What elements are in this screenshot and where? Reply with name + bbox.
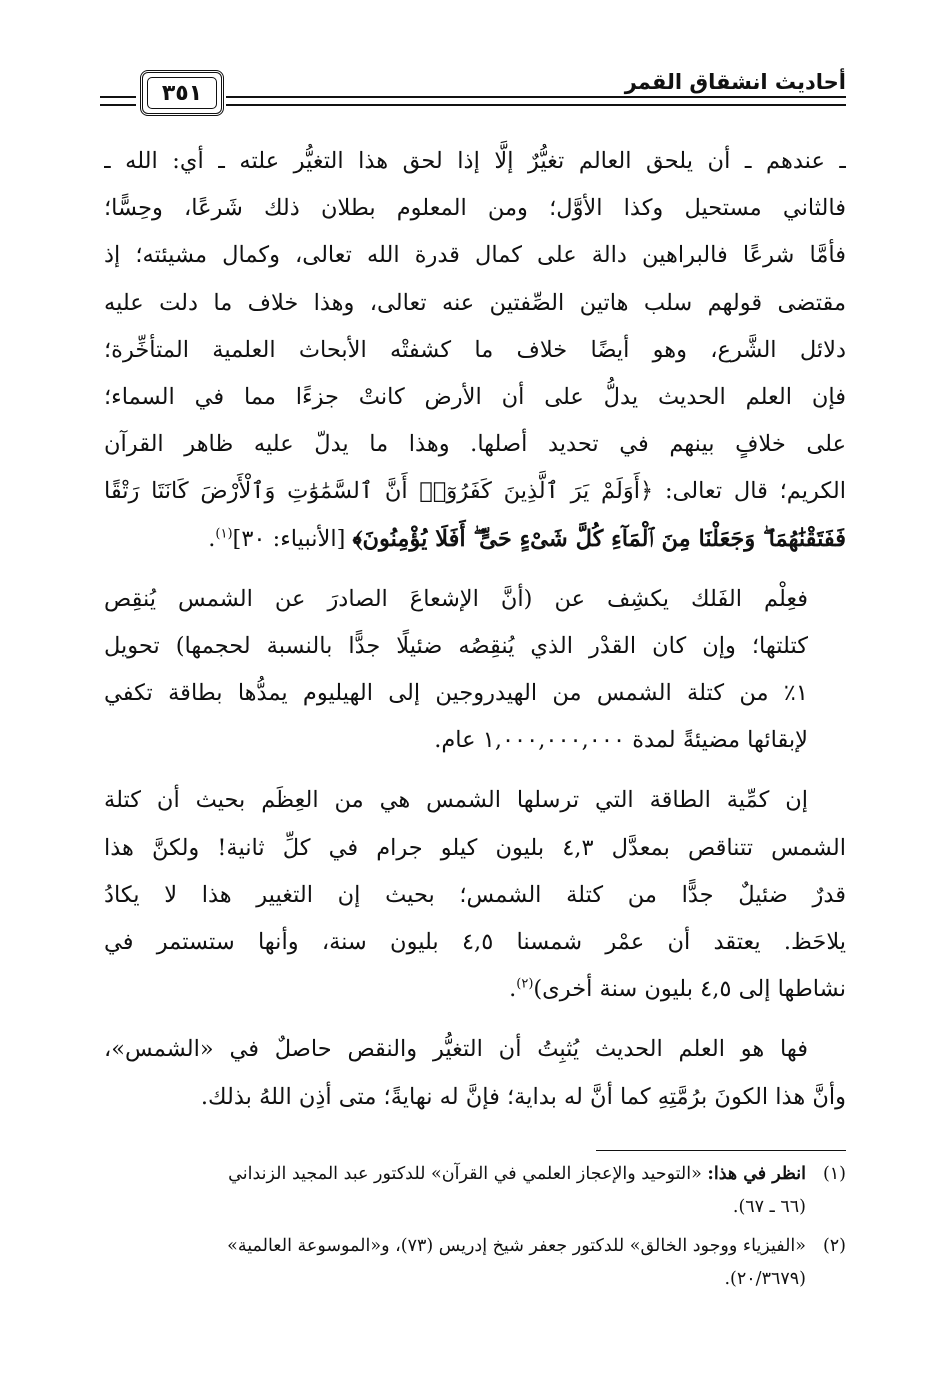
text-line: وأنَّ هذا الكونَ برُمَّتِهِ كما أنَّ له بداية؛ فإنَّ له نهايةً؛ متى أذِن اللهُ بذلك. [200, 1083, 846, 1110]
sentence-end: . [208, 525, 216, 552]
text-line: لإبقائها مضيئةً لمدة ١,٠٠٠,٠٠٠,٠٠٠ عام. [434, 727, 808, 754]
text-line: الشمس تتناقص بمعدَّل ٤,٣ بليون كيلو جرام في كلِّ ثانية! ولكنَّ هذا [104, 834, 846, 861]
paragraph-2 [104, 576, 846, 765]
header-title: أحاديث انشقاق القمر [624, 70, 846, 94]
footnote-number: (٢) [822, 1236, 846, 1256]
page-number: ٣٥١ [147, 77, 217, 109]
running-header [100, 62, 846, 122]
paragraph-4 [104, 1026, 846, 1120]
sentence-end: . [509, 976, 517, 1003]
page-number-frame [140, 70, 224, 116]
text-line: كتلتها؛ وإن كان القدْر الذي يُنقِصُه ضئيلًا جدًّا بالنسبة لحجمها) تحويل [104, 632, 808, 659]
text-line: دلائل الشَّرع، وهو أيضًا خلاف ما كشفتْه الأبحاث العلمية المتأخِّرة؛ [104, 336, 846, 363]
text-line: فإن العلم الحديث يدلُّ على أن الأرض كانتْ جزءًا مما في السماء؛ [104, 383, 846, 410]
footnote-line [104, 1158, 806, 1191]
quran-verse: فَفَتَقْنَٰهُمَا ۖ وَجَعَلْنَا مِنَ ٱلْمَآءِ كُلَّ شَىْءٍ حَىٍّ ۖ أَفَلَا يُؤْمِنُونَ﴾ [352, 525, 846, 552]
text-line: قدرٌ ضئيلٌ جدًّا من كتلة الشمس؛ بحيث إن التغيير هذا لا يكادُ [104, 881, 846, 908]
footnote-marker-1[interactable]: (١) [215, 526, 233, 541]
footnote-2 [104, 1230, 846, 1296]
text-line [104, 966, 846, 1013]
text-line: فها هو العلم الحديث يُثبِتُ أن التغيُّر والنقص حاصلٌ في «الشمس»، [104, 1036, 808, 1063]
verse-reference: [الأنبياء: ٣٠] [232, 525, 353, 552]
text-line: يلاحَظ. يعتقد أن عمْر شمسنا ٤,٥ بليون سنة، وأنها ستستمر في [104, 929, 846, 955]
footnote-marker-2[interactable]: (٢) [516, 976, 534, 992]
text-line: فعِلْم الفَلك يكشِف عن (أنَّ الإشعاعَ الصادرَ عن الشمس يُنقِص [104, 585, 808, 612]
text-line: مقتضى قولهم سلب هاتين الصِّفتين عنه تعالى، وهذا خلاف ما دلت عليه [104, 289, 846, 316]
footnote-line: (٦٦ ـ ٦٧). [732, 1197, 806, 1217]
footnotes [104, 1158, 846, 1302]
footnote-line: (٢٠/٣٦٧٩). [724, 1269, 806, 1289]
text-line: على خلافٍ بينهم في تحديد أصلها. وهذا ما يدلّ عليه ظاهر القرآن [104, 431, 846, 458]
footnote-line: «الفيزياء ووجود الخالق» للدكتور جعفر شيخ إدريس (٧٣)، و«الموسوعة العالمية» [227, 1236, 806, 1256]
text-line: فالثاني مستحيل وكذا الأوَّل؛ ومن المعلوم بطلان ذلك شَرعًا، وحِسًّا؛ [104, 195, 846, 222]
body-text [104, 138, 846, 1134]
footnote-1 [104, 1158, 846, 1224]
text-line-quran-end [104, 516, 846, 563]
paragraph-3 [104, 777, 846, 1013]
text-line: فأمَّا شرعًا فالبراهين دالة على كمال قدرة الله تعالى، وكمال مشيئته؛ إذ [104, 242, 846, 269]
footnote-text: «التوحيد والإعجاز العلمي في القرآن» للدكتور عبد المجيد الزنداني [228, 1164, 708, 1184]
footnote-number: (١) [822, 1164, 846, 1184]
text-line: إن كمِّية الطاقة التي ترسلها الشمس هي من العِظَم بحيث أن كتلة [104, 787, 808, 814]
text-line: ١٪ من كتلة الشمس من الهيدروجين إلى الهيليوم يمدُّها بطاقة تكفي [104, 680, 808, 707]
header-rule-right [226, 96, 846, 106]
header-rule-left [100, 96, 136, 106]
paragraph-1 [104, 138, 846, 563]
text-line: ـ عندهم ـ أن يلحق العالم تغيُّرٌ إلَّا إذا لحق هذا التغيُّر علته ـ أي: الله ـ [104, 148, 846, 174]
text-fragment: نشاطها إلى ٤,٥ بليون سنة أخرى) [533, 976, 846, 1003]
footnote-separator [596, 1150, 846, 1151]
footnote-lead: انظر في هذا: [707, 1164, 806, 1184]
text-line-quran: الكريم؛ قال تعالى: ﴿أَوَلَمْ يَرَ ٱلَّذِينَ كَفَرُوٓا۟ أَنَّ ٱلسَّمَٰوَٰتِ وَٱلْأَرْضَ كَانَتَا رَتْقًا [104, 478, 846, 505]
